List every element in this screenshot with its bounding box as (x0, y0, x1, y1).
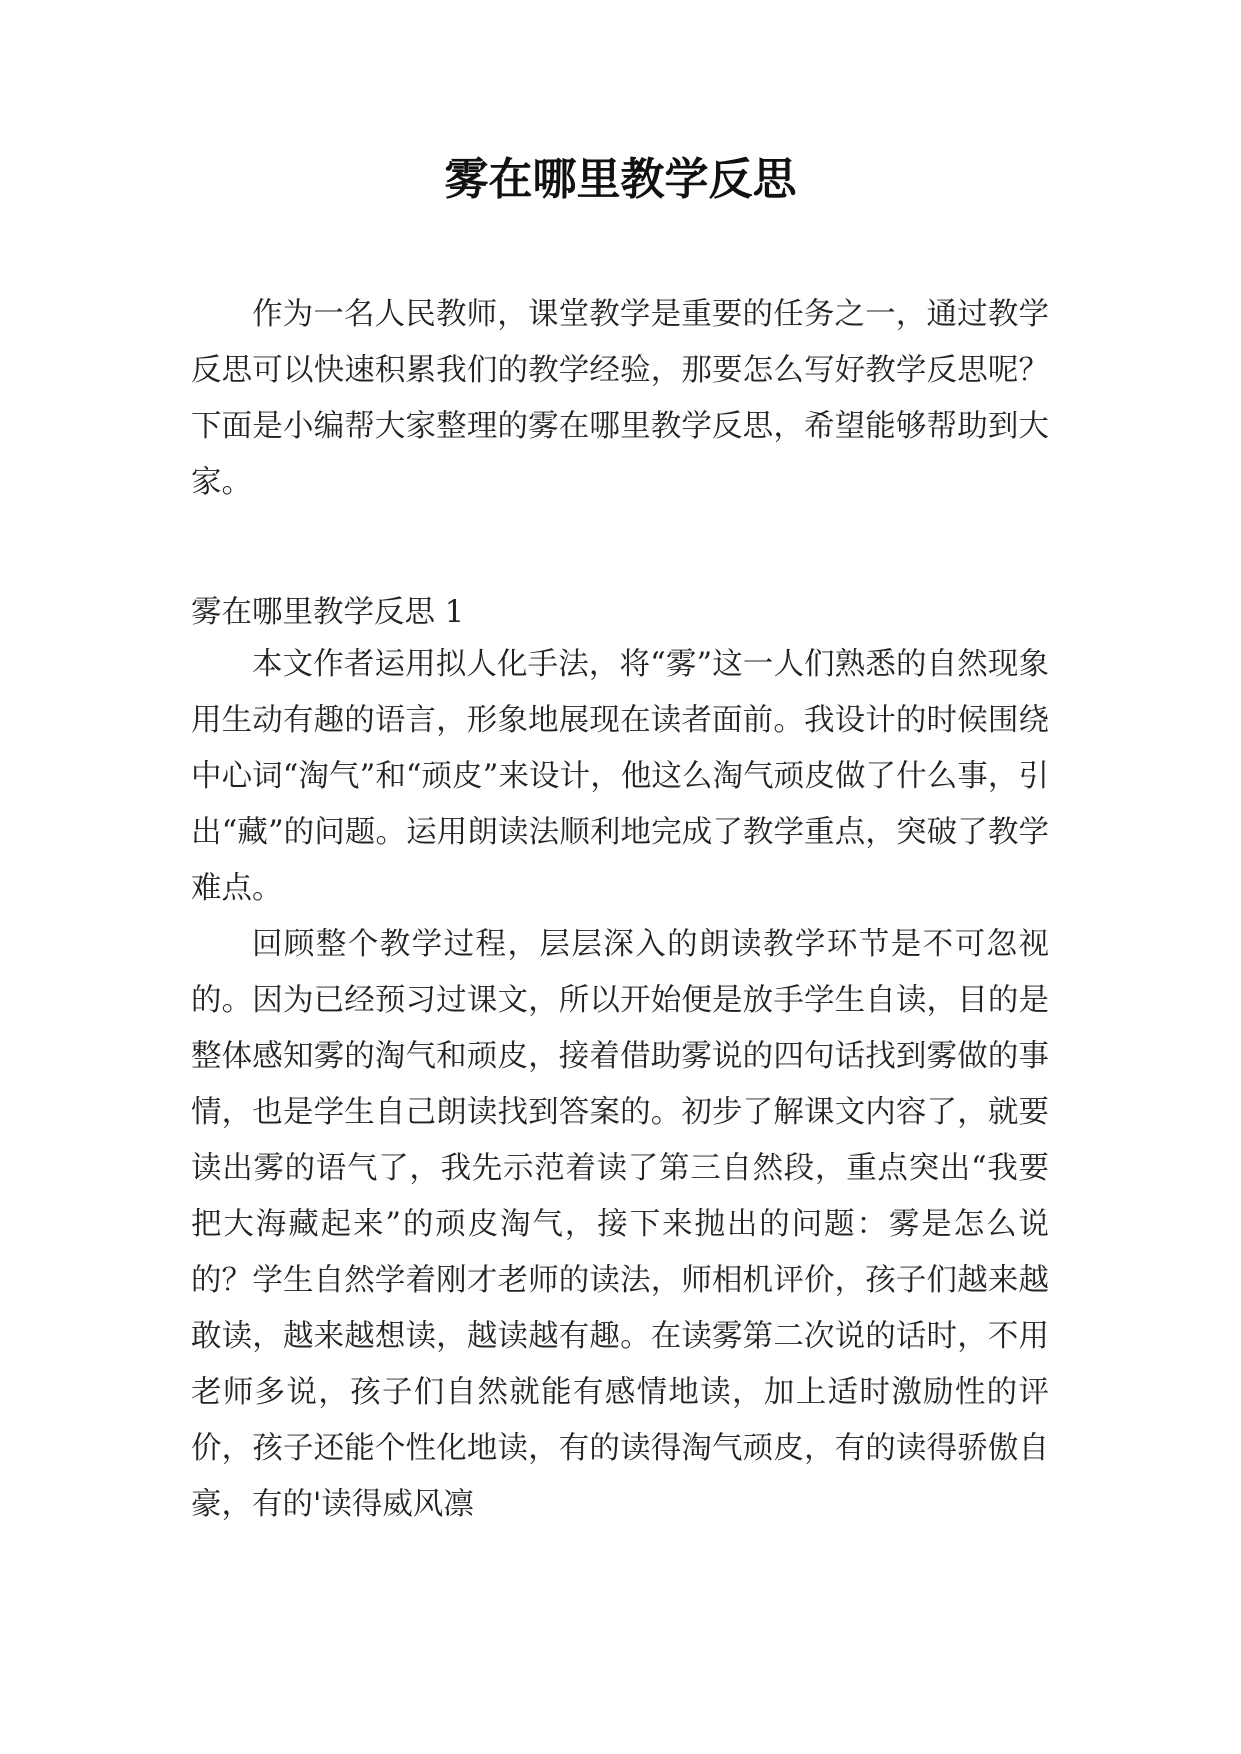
section-heading: 雾在哪里教学反思 1 (191, 595, 465, 630)
intro-paragraph: 作为一名人民教师，课堂教学是重要的任务之一，通过教学反思可以快速积累我们的教学经验，那要怎么写好教学反思呢？下面是小编帮大家整理的雾在哪里教学反思，希望能够帮助到大家。 (191, 297, 1049, 500)
body-paragraph-2: 回顾整个教学过程，层层深入的朗读教学环节是不可忽视的。因为已经预习过课文，所以开始便是放手学生自读，目的是整体感知雾的淘气和顽皮，接着借助雾说的四句话找到雾做的事情，也是学生自己朗读找到答案的。初步了解课文内容了，就要读出雾的语气了，我先示范着读了第三自然段，重点突出“我要把大海藏起来”的顽皮淘气，接下来抛出的问题：雾是怎么说的？学生自然学着刚才老师的读法，师相机评价，孩子们越来越敢读，越来越想读，越读越有趣。在读雾第二次说的话时，不用老师多说，孩子们自然就能有感情地读，加上适时激励性的评价，孩子还能个性化地读，有的读得淘气顽皮，有的读得骄傲自豪，有的'读得威风凛 (191, 927, 1049, 1522)
body-paragraph-1: 本文作者运用拟人化手法，将“雾”这一人们熟悉的自然现象用生动有趣的语言，形象地展现在读者面前。我设计的时候围绕中心词“淘气”和“顽皮”来设计，他这么淘气顽皮做了什么事，引出“藏”的问题。运用朗读法顺利地完成了教学重点，突破了教学难点。 (191, 647, 1049, 906)
page-title: 雾在哪里教学反思 (444, 154, 797, 205)
